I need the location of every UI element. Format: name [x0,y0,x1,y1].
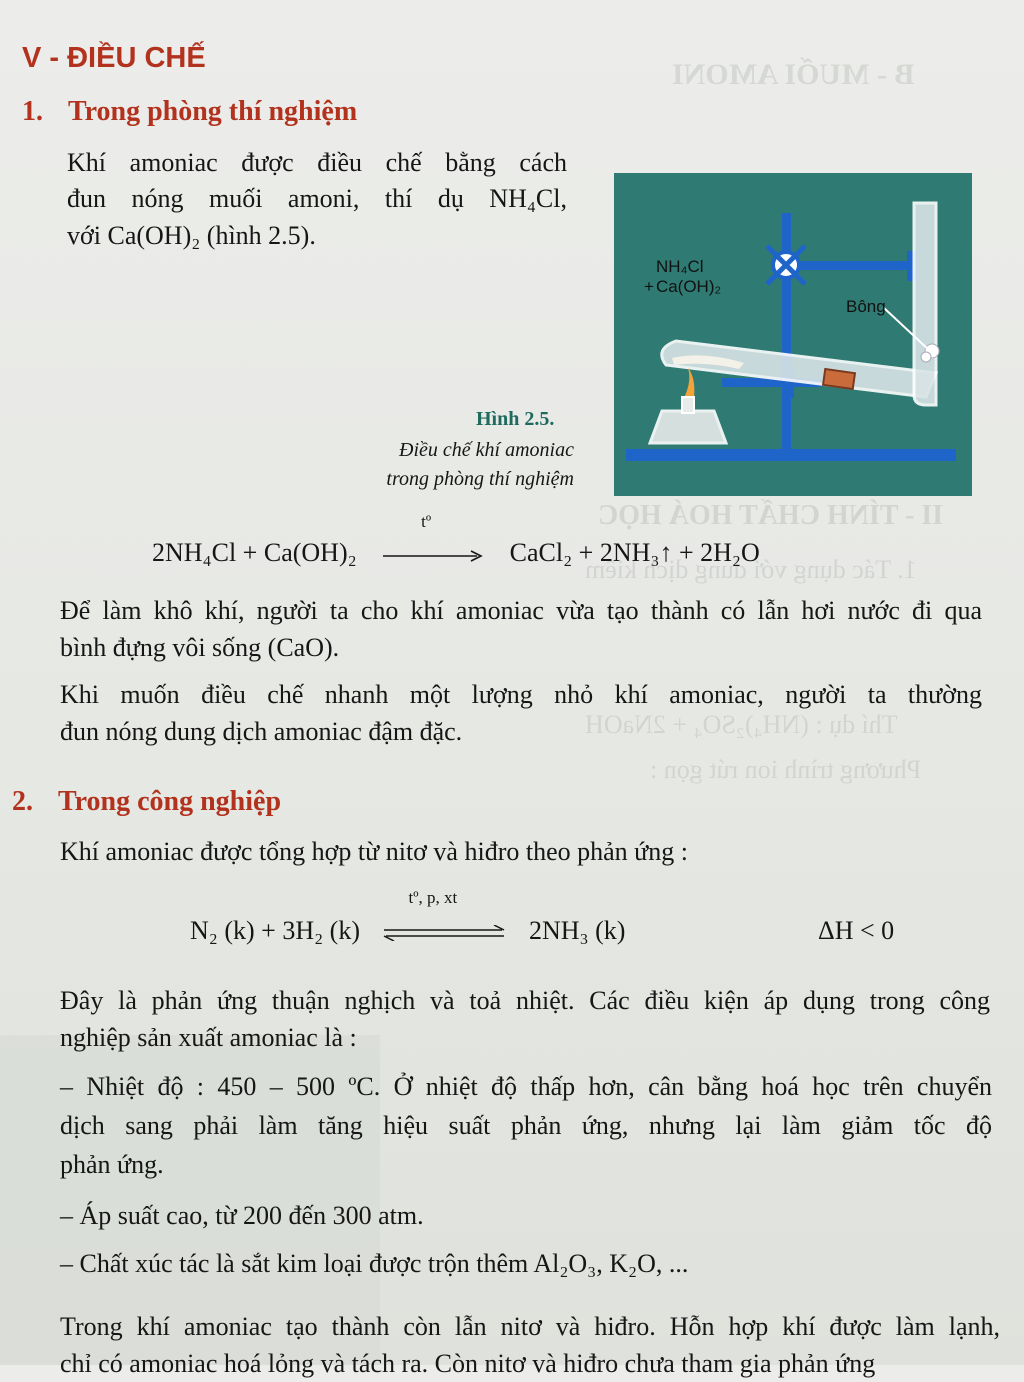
figure-lab-apparatus [614,173,972,496]
bleed-text: II - TÍNH CHẤT HOÁ HỌC [598,500,944,531]
paragraph-line: nghiệp sản xuất amoniac là : [60,1023,357,1052]
intro-line: Khí amoniac được điều chế bằng cách [67,148,567,177]
caption-line: trong phòng thí nghiệm [386,468,574,490]
bleed-text: Thí dụ : (NH₄)₂SO₄ + 2NaOH [585,710,898,739]
condition-temperature: phản ứng. [60,1150,164,1179]
subsection-title: Trong phòng thí nghiệm [68,96,358,127]
paragraph-line: Khi muốn điều chế nhanh một lượng nhỏ khí amoniac, người ta thường [60,680,982,709]
stand-rod [782,213,791,453]
bleed-text: 1. Tác dụng với dung dịch kiềm [585,555,917,584]
subsection-number: 2. [12,786,33,817]
stand-base [626,449,956,461]
paragraph-line: Trong khí amoniac tạo thành còn lẫn nitơ và hiđro. Hỗn hợp khí được làm lạnh, [60,1312,1000,1341]
eq2-condition: tº, p, xt [408,888,458,908]
subsection-heading-industry [12,786,281,818]
subsection-title: Trong công nghiệp [58,786,282,817]
condition-temperature: – Nhiệt độ : 450 – 500 ºC. Ở nhiệt độ thấp hơn, cân bằng hoá học trên chuyển [60,1072,992,1101]
equation-lab [152,512,760,570]
intro-line: với Ca(OH)₂ (hình 2.5). [67,221,316,250]
eq2-lhs: N₂ (k) + 3H₂ (k) [190,916,360,945]
eq2-enthalpy: ΔH < 0 [818,916,895,945]
eq1-condition: tº [421,512,432,532]
label-caoh2: Ca(OH)₂ [655,277,722,296]
intro-line: đun nóng muối amoni, thí dụ NH₄Cl, [67,184,567,213]
eq1-rhs: CaCl₂ + 2NH₃↑ + 2H₂O [509,538,760,567]
equilibrium-arrow-icon [382,925,506,941]
label-plus: + [644,277,654,296]
bleed-text: B - MUỐI AMONI [672,58,915,91]
condition-temperature: dịch sang phải làm tăng hiệu suất phản ứng, nhưng lại làm giảm tốc độ [60,1111,992,1140]
figure-caption [338,436,574,494]
figure-caption-title: Hình 2.5. [476,408,555,430]
collecting-tube [914,203,936,405]
condition-pressure: – Áp suất cao, từ 200 đến 300 atm. [60,1201,424,1230]
section-title: V - ĐIỀU CHẾ [22,42,206,74]
paragraph-line: bình đựng vôi sống (CaO). [60,633,340,662]
bleed-text: Phương trình ion rút gọn : [650,755,922,784]
paragraph-line: Khí amoniac được tổng hợp từ nitơ và hiđro theo phản ứng : [60,837,688,866]
condition-catalyst: – Chất xúc tác là sắt kim loại được trộn thêm Al₂O₃, K₂O, ... [60,1249,689,1278]
paragraph-line: đun nóng dung dịch amoniac đậm đặc. [60,717,463,746]
eq1-lhs: 2NH₄Cl + Ca(OH)₂ [152,538,357,567]
subsection-number: 1. [22,96,43,127]
alcohol-lamp [650,411,726,443]
stopper [823,369,855,389]
label-nh4cl: NH₄Cl [656,257,704,276]
apparatus-illustration [614,173,972,496]
paragraph-line: Để làm khô khí, người ta cho khí amoniac vừa tạo thành có lẫn hơi nước đi qua [60,596,982,625]
paragraph-line: chỉ có amoniac hoá lỏng và tách ra. Còn nitơ và hiđro chưa tham gia phản ứng [60,1349,876,1378]
paragraph-line: Đây là phản ứng thuận nghịch và toả nhiệt. Các điều kiện áp dụng trong công [60,986,990,1015]
subsection-heading-lab [22,96,357,128]
eq2-rhs: 2NH₃ (k) [528,916,626,945]
arrow-right-icon [383,549,483,563]
label-cotton: Bông [846,297,886,316]
caption-line: Điều chế khí amoniac [399,439,574,461]
equation-industrial [190,888,626,948]
